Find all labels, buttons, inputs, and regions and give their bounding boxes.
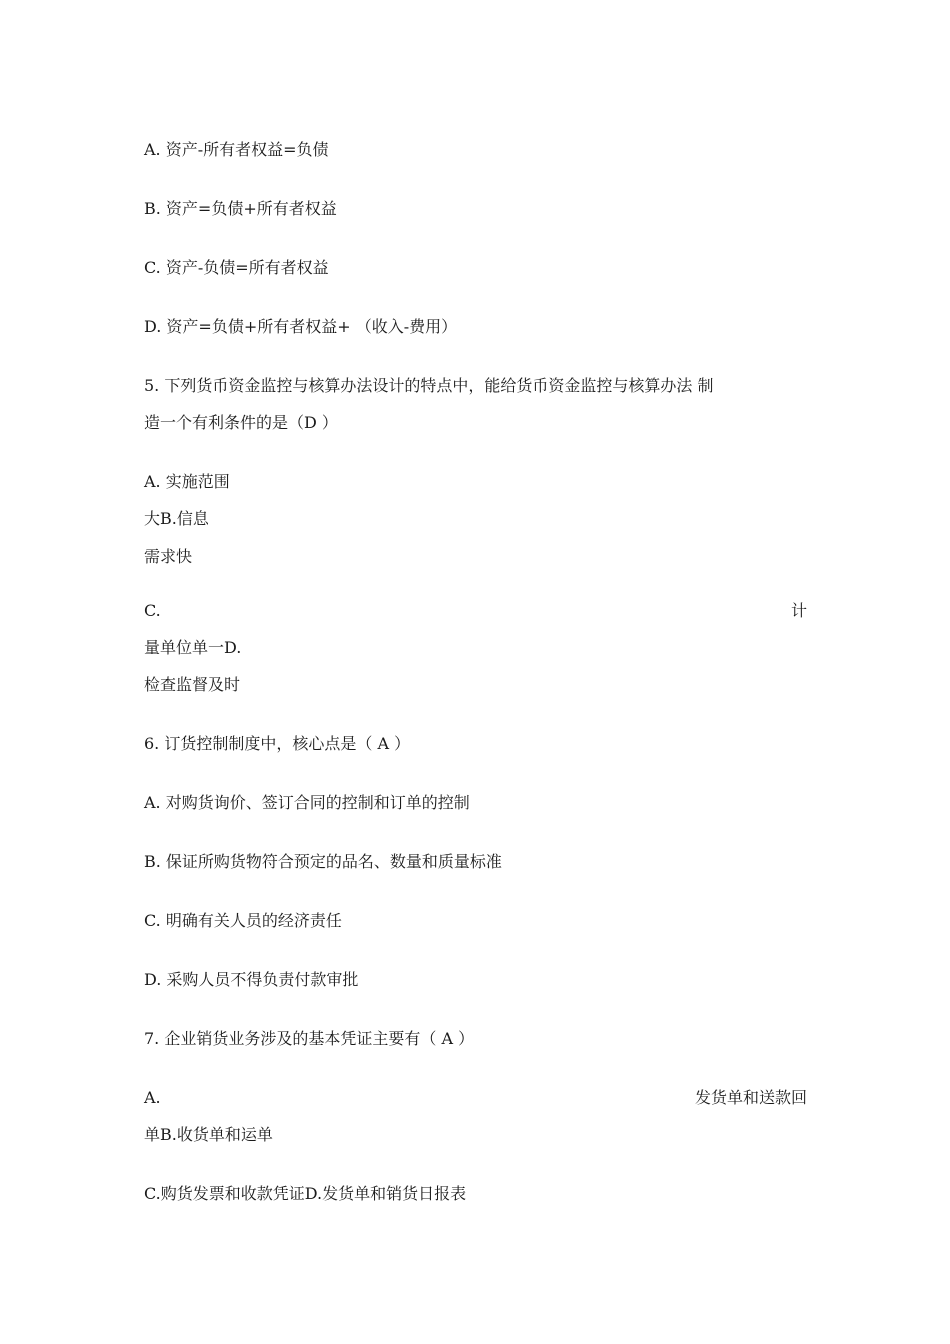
q6-option-b: B. 保证所购货物符合预定的品名、数量和质量标准 — [144, 852, 502, 871]
q5-option-c-cont: 量单位单一D. — [144, 638, 242, 657]
q7-option-c-d: C.购货发票和收款凭证D.发货单和销货日报表 — [144, 1184, 467, 1203]
q6-option-c: C. 明确有关人员的经济责任 — [144, 911, 342, 930]
q4-option-d: D. 资产=负债+所有者权益+ （收入-费用） — [144, 317, 458, 336]
q4-option-c: C. 资产-负债=所有者权益 — [144, 258, 329, 277]
q5-option-d: 检查监督及时 — [144, 675, 241, 694]
q7-option-a: A. — [144, 1088, 161, 1107]
q5-question-line-2: 造一个有利条件的是（D ） — [144, 413, 338, 432]
q7-option-a-right: 发货单和送款回 — [694, 1088, 807, 1107]
q7-option-b: 单B.收货单和运单 — [144, 1125, 273, 1144]
q5-option-c: C. — [144, 601, 161, 620]
q7-question: 7. 企业销货业务涉及的基本凭证主要有（ A ） — [144, 1029, 475, 1048]
q5-option-a: A. 实施范围 — [144, 472, 230, 491]
q6-question: 6. 订货控制制度中，核心点是（ A ） — [144, 734, 411, 753]
q5-option-b: 大B.信息 — [144, 509, 209, 528]
q4-option-b: B. 资产=负债+所有者权益 — [144, 199, 337, 218]
q6-option-d: D. 采购人员不得负责付款审批 — [144, 970, 359, 989]
q5-option-b-cont: 需求快 — [144, 547, 193, 566]
q6-option-a: A. 对购货询价、签订合同的控制和订单的控制 — [144, 793, 470, 812]
q5-option-c-right: 计 — [790, 601, 807, 620]
q5-question-line-1: 5. 下列货币资金监控与核算办法设计的特点中，能给货币资金监控与核算办法 制 — [144, 376, 714, 395]
q4-option-a: A. 资产-所有者权益=负债 — [144, 140, 329, 159]
